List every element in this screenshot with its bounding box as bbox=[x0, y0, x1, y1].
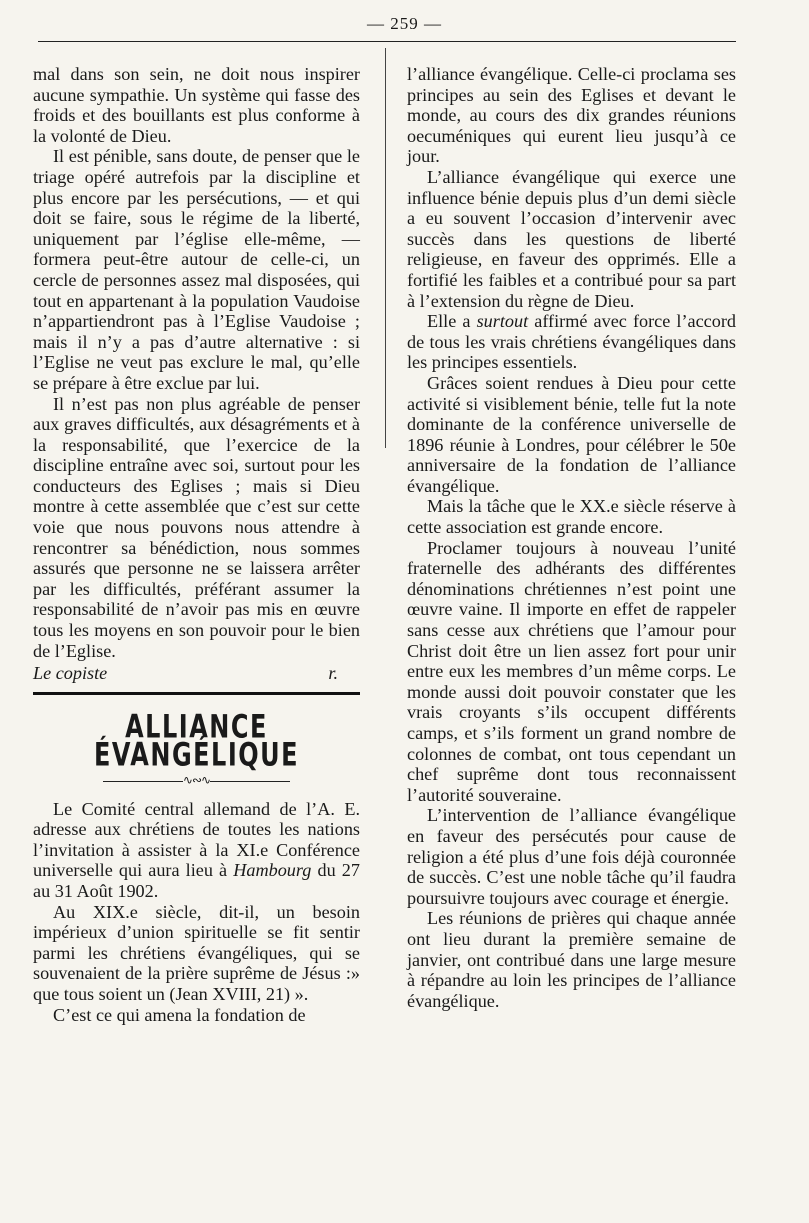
right-column bbox=[407, 64, 736, 1011]
right-paragraph-2: L’alliance évangélique qui exerce une influence bénie depuis plus d’un demi siècle a eu souvent l’occasion d’intervenir avec succès dans les questions de liberté religieuse, en faveur des opprimés. Elle a fortifié les faibles et a contribué pour sa part à l’extension du règne de Dieu. bbox=[407, 166, 736, 311]
section-rule bbox=[33, 692, 360, 695]
left-paragraph-3: Il n’est pas non plus agréable de penser aux graves difficultés, aux désagréments et à la responsabilité, que l’exercice de la discipline entraîne avec soi, surtout pour les conducteurs des Eglises ; mais si Dieu montre à cette assemblée que c’est sur cette voie que nous pouvons nous attendre à rencontrer sa bénédiction, nous sommes assurés que personne ne se laissera arrêter par les difficultés, préférant assumer la responsabilité de n’avoir pas mis en œuvre tous les moyens en son pouvoir pour le bien de l’Eglise. bbox=[33, 393, 360, 661]
signature-initial: r. bbox=[328, 663, 338, 684]
right-paragraph-4: Grâces soient rendues à Dieu pour cette activité si visiblement bénie, telle fut la note dominante de la conférence universelle de 1896 réunie à Londres, pour célébrer le 50e anniversaire de la fondation de l’alliance évangélique. bbox=[407, 372, 736, 496]
signature: Le copiste bbox=[33, 663, 108, 684]
city-name: Hambourg bbox=[233, 860, 312, 881]
left-paragraph-1: mal dans son sein, ne doit nous inspirer aucune sympathie. Un système qui fasse des froids et des bouillants est plus conforme à la volonté de Dieu. bbox=[33, 64, 360, 146]
left-paragraph-6: C’est ce qui amena la fondation de bbox=[53, 1004, 306, 1025]
right-paragraph-5: Mais la tâche que le XX.e siècle réserve à cette association est grande encore. bbox=[407, 496, 736, 538]
right-paragraph-6: Proclamer toujours à nouveau l’unité fraternelle des adhérants des différentes dénominations chrétiennes n’est point une œuvre vaine. Il importe en effet de rappeler sans cesse aux chrétiens que l’amour pour Christ doit être un lien assez fort pour unir entre eux les membres d’un même corps. Le monde aussi doit pouvoir constater que les vrais croyants s’ils occupent différents camps, et s’ils forment un grand nombre de colonnes de combat, ont tous cependant un chef suprême dont tous reconnaissent l’autorité souveraine. bbox=[407, 537, 736, 805]
right-paragraph-8: Les réunions de prières qui chaque année ont lieu durant la première semaine de janvier, ont contribué dans une large mesure à répandre au loin les principes de l’alliance évangélique. bbox=[407, 908, 736, 1011]
section-heading: ALLIANCE ÉVANGÉLIQUE bbox=[93, 707, 300, 774]
page-number: — 259 — bbox=[367, 14, 442, 33]
left-paragraph-2: Il est pénible, sans doute, de penser que le triage opéré autrefois par la discipline et plus encore par les persécutions, — et qui doit se faire, sous le régime de la liberté, uniquement par l’église elle-même, — formera peut-être autour de celle-ci, un cercle de personnes assez mal disposées, qui tout en appartenant à la population Vaudoise n’appartiendront pas à l’Eglise Vaudoise ; mais il n’y a pas d’autre alternative : si l’Eglise ne veut pas exclure le mal, qu’elle se prépare à être exclue par lui. bbox=[33, 146, 360, 393]
column-divider bbox=[385, 48, 386, 448]
right-paragraph-1: l’alliance évangélique. Celle-ci proclama ses principes au sein des Eglises et devant le monde, au cours des dix grandes réunions oecuméniques qui eurent lieu jusqu’à ce jour. bbox=[407, 64, 736, 167]
signature-line bbox=[33, 663, 360, 684]
ornament-divider: ∿∾∿ bbox=[33, 770, 360, 791]
right-paragraph-7: L’intervention de l’alliance évangélique en faveur des persécutés pour cause de religion a été plus d’une fois déjà couronnée de succès. C’est une noble tâche qu’il faudra poursuivre toujours avec courage et énergie. bbox=[407, 805, 736, 908]
header-rule bbox=[38, 41, 736, 42]
emphasis-word: surtout bbox=[476, 311, 529, 332]
right-paragraph-3: Elle a surtout affirmé avec force l’accord de tous les vrais chrétiens évangéliques dans les principes essentiels. bbox=[407, 311, 736, 373]
left-paragraph-5: Au XIX.e siècle, dit-il, un besoin impérieux d’union spirituelle se fit sentir parmi les chrétiens évangéliques, qui se souvenaient de la prière suprême de Jésus :» que tous soient un (Jean XVIII, 21) ». bbox=[33, 901, 360, 1004]
left-column bbox=[33, 64, 360, 1025]
left-paragraph-4: Le Comité central allemand de l’A. E. adresse aux chrétiens de toutes les nations l’invitation à assister à la XI.e Conférence universelle qui aura lieu à Hambourg du 27 au 31 Août 1902. bbox=[33, 798, 360, 901]
